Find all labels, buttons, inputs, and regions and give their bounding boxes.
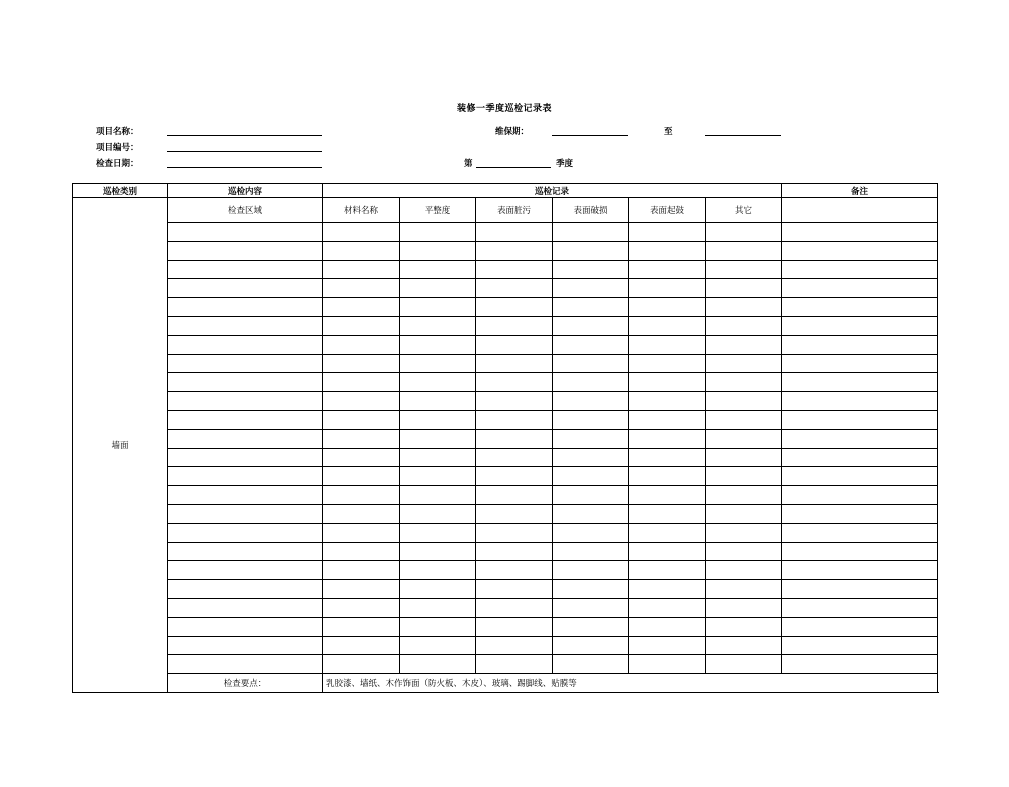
table-cell[interactable]: [782, 410, 938, 429]
table-row: [73, 542, 938, 561]
table-cell[interactable]: [168, 392, 323, 411]
table-cell[interactable]: [476, 655, 553, 674]
table-row: [73, 335, 938, 354]
table-cell[interactable]: [168, 241, 323, 260]
table-cell[interactable]: [168, 429, 323, 448]
table-row: [73, 598, 938, 617]
table-cell[interactable]: [168, 298, 323, 317]
table-cell[interactable]: [553, 223, 629, 242]
table-cell[interactable]: [400, 504, 476, 523]
table-cell[interactable]: [400, 580, 476, 599]
table-cell[interactable]: [323, 467, 400, 486]
table-cell[interactable]: [782, 392, 938, 411]
table-cell[interactable]: [629, 223, 706, 242]
table-cell[interactable]: [553, 580, 629, 599]
table-row: [73, 486, 938, 505]
table-cell[interactable]: [782, 429, 938, 448]
check-date-label: 检查日期：: [96, 159, 139, 169]
table-cell[interactable]: [629, 241, 706, 260]
table-cell[interactable]: [629, 354, 706, 373]
table-cell[interactable]: [400, 373, 476, 392]
table-row: [73, 298, 938, 317]
table-cell[interactable]: [706, 598, 782, 617]
table-cell[interactable]: [706, 523, 782, 542]
table-cell[interactable]: [400, 335, 476, 354]
points-text: 乳胶漆、墙纸、木作饰面（防火板、木皮）、玻璃、踢脚线、贴膜等: [323, 674, 938, 693]
table-cell[interactable]: [168, 655, 323, 674]
table-cell[interactable]: [400, 448, 476, 467]
project-no-label: 项目编号：: [96, 143, 139, 153]
table-cell[interactable]: [782, 617, 938, 636]
table-cell[interactable]: [782, 354, 938, 373]
table-cell[interactable]: [476, 504, 553, 523]
table-row: [73, 636, 938, 655]
table-cell[interactable]: [476, 617, 553, 636]
table-cell[interactable]: [323, 392, 400, 411]
table-cell[interactable]: [168, 354, 323, 373]
table-cell[interactable]: [553, 279, 629, 298]
table-cell[interactable]: [323, 636, 400, 655]
table-row: [73, 223, 938, 242]
table-cell[interactable]: [553, 335, 629, 354]
table-cell[interactable]: [400, 617, 476, 636]
table-cell[interactable]: [706, 223, 782, 242]
table-cell[interactable]: [168, 373, 323, 392]
table-cell[interactable]: [323, 655, 400, 674]
table-cell[interactable]: [476, 523, 553, 542]
table-row: [73, 410, 938, 429]
table-cell[interactable]: [323, 486, 400, 505]
table-cell[interactable]: [782, 655, 938, 674]
sub-header-damage: 表面破损: [553, 198, 629, 223]
table-cell[interactable]: [476, 373, 553, 392]
table-cell[interactable]: [706, 354, 782, 373]
table-cell[interactable]: [782, 542, 938, 561]
table-cell[interactable]: [323, 260, 400, 279]
table-cell[interactable]: [400, 429, 476, 448]
table-row: [73, 448, 938, 467]
table-cell[interactable]: [400, 260, 476, 279]
table-row: [73, 260, 938, 279]
table-row: [73, 504, 938, 523]
project-no-field[interactable]: [167, 151, 322, 152]
table-cell[interactable]: [706, 561, 782, 580]
table-cell[interactable]: [400, 316, 476, 335]
table-cell[interactable]: [782, 373, 938, 392]
table-cell[interactable]: [553, 316, 629, 335]
table-cell[interactable]: [706, 486, 782, 505]
table-cell[interactable]: [706, 373, 782, 392]
table-row: [73, 354, 938, 373]
sub-header-flatness: 平整度: [400, 198, 476, 223]
table-cell[interactable]: [553, 523, 629, 542]
table-cell[interactable]: [400, 223, 476, 242]
table-cell[interactable]: [553, 486, 629, 505]
table-row: [73, 241, 938, 260]
table-cell[interactable]: [782, 260, 938, 279]
table-cell[interactable]: [706, 392, 782, 411]
header-row-2: [73, 198, 938, 223]
table-cell[interactable]: [323, 617, 400, 636]
table-cell[interactable]: [323, 335, 400, 354]
warranty-start-field[interactable]: [552, 135, 628, 136]
table-cell[interactable]: [168, 260, 323, 279]
table-cell[interactable]: [476, 279, 553, 298]
table-cell[interactable]: [782, 448, 938, 467]
table-cell[interactable]: [782, 504, 938, 523]
table-cell[interactable]: [323, 561, 400, 580]
table-cell[interactable]: [400, 655, 476, 674]
table-row: [73, 316, 938, 335]
col-remark-header: 备注: [782, 184, 938, 198]
table-cell[interactable]: [476, 392, 553, 411]
table-cell[interactable]: [782, 467, 938, 486]
table-cell[interactable]: [629, 467, 706, 486]
table-cell[interactable]: [476, 429, 553, 448]
table-cell[interactable]: [476, 580, 553, 599]
table-cell[interactable]: [323, 373, 400, 392]
table-cell[interactable]: [476, 598, 553, 617]
table-row: [73, 561, 938, 580]
table-cell[interactable]: [400, 467, 476, 486]
table-row: [73, 523, 938, 542]
table-cell[interactable]: [782, 241, 938, 260]
table-cell[interactable]: [476, 561, 553, 580]
points-label: 检查要点：: [168, 674, 323, 693]
table-cell[interactable]: [553, 298, 629, 317]
quarter-suffix: 季度: [556, 159, 574, 169]
table-cell[interactable]: [323, 354, 400, 373]
col-record-header: 巡检记录: [323, 184, 782, 198]
table-cell[interactable]: [782, 580, 938, 599]
sub-header-material: 材料名称: [323, 198, 400, 223]
table-row: [73, 655, 938, 674]
table-cell[interactable]: [323, 241, 400, 260]
category-cell: 墙面: [73, 198, 168, 693]
table-cell[interactable]: [706, 298, 782, 317]
table-cell[interactable]: [553, 617, 629, 636]
table-cell[interactable]: [629, 260, 706, 279]
table-cell[interactable]: [168, 335, 323, 354]
table-cell[interactable]: [476, 241, 553, 260]
table-cell[interactable]: [782, 223, 938, 242]
form-title: 装修一季度巡检记录表: [456, 104, 552, 114]
table-cell[interactable]: [168, 448, 323, 467]
project-name-field[interactable]: [167, 135, 322, 136]
table-cell[interactable]: [476, 354, 553, 373]
table-row: [73, 617, 938, 636]
col-category-header: 巡检类别: [73, 184, 168, 198]
table-cell[interactable]: [476, 316, 553, 335]
table-cell[interactable]: [323, 223, 400, 242]
table-cell[interactable]: [400, 561, 476, 580]
table-cell[interactable]: [553, 260, 629, 279]
table-cell[interactable]: [168, 486, 323, 505]
sub-header-dirt: 表面脏污: [476, 198, 553, 223]
table-cell[interactable]: [168, 467, 323, 486]
table-cell[interactable]: [168, 223, 323, 242]
sub-header-remark: [782, 198, 938, 223]
table-cell[interactable]: [706, 241, 782, 260]
table-cell[interactable]: [706, 429, 782, 448]
table-cell[interactable]: [629, 655, 706, 674]
table-cell[interactable]: [706, 617, 782, 636]
table-cell[interactable]: [629, 486, 706, 505]
table-cell[interactable]: [629, 523, 706, 542]
table-cell[interactable]: [400, 354, 476, 373]
table-cell[interactable]: [168, 523, 323, 542]
table-cell[interactable]: [476, 486, 553, 505]
table-cell[interactable]: [782, 636, 938, 655]
table-cell[interactable]: [782, 486, 938, 505]
table-cell[interactable]: [168, 279, 323, 298]
table-cell[interactable]: [553, 655, 629, 674]
table-cell[interactable]: [476, 542, 553, 561]
table-cell[interactable]: [629, 561, 706, 580]
table-cell[interactable]: [706, 316, 782, 335]
table-cell[interactable]: [706, 335, 782, 354]
table-cell[interactable]: [706, 279, 782, 298]
inspection-table: [72, 183, 938, 693]
table-cell[interactable]: [706, 504, 782, 523]
quarter-prefix: 第: [464, 159, 473, 169]
table-cell[interactable]: [553, 373, 629, 392]
col-content-header: 巡检内容: [168, 184, 323, 198]
table-cell[interactable]: [782, 598, 938, 617]
table-cell[interactable]: [168, 542, 323, 561]
table-cell[interactable]: [629, 598, 706, 617]
table-cell[interactable]: [782, 316, 938, 335]
table-cell[interactable]: [400, 241, 476, 260]
points-row: [73, 674, 938, 693]
warranty-end-field[interactable]: [705, 135, 781, 136]
table-cell[interactable]: [629, 279, 706, 298]
table-cell[interactable]: [400, 542, 476, 561]
table-cell[interactable]: [553, 241, 629, 260]
table-cell[interactable]: [400, 486, 476, 505]
table-cell[interactable]: [168, 561, 323, 580]
table-cell[interactable]: [553, 392, 629, 411]
table-cell[interactable]: [400, 279, 476, 298]
table-row: [73, 467, 938, 486]
table-row: [73, 373, 938, 392]
table-cell[interactable]: [629, 617, 706, 636]
table-cell[interactable]: [629, 373, 706, 392]
table-cell[interactable]: [782, 279, 938, 298]
table-cell[interactable]: [706, 580, 782, 599]
table-cell[interactable]: [706, 636, 782, 655]
table-cell[interactable]: [706, 410, 782, 429]
table-cell[interactable]: [782, 523, 938, 542]
table-cell[interactable]: [168, 636, 323, 655]
table-cell[interactable]: [706, 655, 782, 674]
table-cell[interactable]: [400, 410, 476, 429]
table-cell[interactable]: [323, 523, 400, 542]
table-cell[interactable]: [323, 580, 400, 599]
table-row: [73, 279, 938, 298]
table-cell[interactable]: [400, 392, 476, 411]
table-cell[interactable]: [553, 598, 629, 617]
table-cell[interactable]: [400, 636, 476, 655]
check-date-field[interactable]: [167, 167, 322, 168]
header-row-1: [73, 184, 938, 198]
table-cell[interactable]: [553, 410, 629, 429]
table-cell[interactable]: [629, 636, 706, 655]
to-label: 至: [664, 127, 673, 137]
table-cell[interactable]: [782, 561, 938, 580]
table-cell[interactable]: [476, 335, 553, 354]
sub-header-bulge: 表面起鼓: [629, 198, 706, 223]
table-cell[interactable]: [629, 504, 706, 523]
table-cell[interactable]: [706, 542, 782, 561]
table-row: [73, 580, 938, 599]
table-cell[interactable]: [553, 561, 629, 580]
sub-header-area: 检查区域: [168, 198, 323, 223]
table-cell[interactable]: [476, 467, 553, 486]
table-cell[interactable]: [629, 580, 706, 599]
table-cell[interactable]: [323, 598, 400, 617]
table-cell[interactable]: [400, 298, 476, 317]
sub-header-other: 其它: [706, 198, 782, 223]
quarter-field[interactable]: [476, 167, 551, 168]
table-cell[interactable]: [323, 298, 400, 317]
table-cell[interactable]: [400, 523, 476, 542]
table-cell[interactable]: [553, 542, 629, 561]
table-cell[interactable]: [553, 504, 629, 523]
table-cell[interactable]: [706, 448, 782, 467]
project-name-label: 项目名称：: [96, 127, 139, 137]
table-cell[interactable]: [476, 448, 553, 467]
table-cell[interactable]: [629, 429, 706, 448]
table-cell[interactable]: [629, 392, 706, 411]
table-cell[interactable]: [706, 467, 782, 486]
table-cell[interactable]: [168, 598, 323, 617]
table-cell[interactable]: [553, 448, 629, 467]
table-cell[interactable]: [168, 580, 323, 599]
table-cell[interactable]: [168, 316, 323, 335]
table-cell[interactable]: [553, 636, 629, 655]
table-row: [73, 429, 938, 448]
table-cell[interactable]: [168, 617, 323, 636]
table-cell[interactable]: [323, 542, 400, 561]
table-cell[interactable]: [323, 429, 400, 448]
table-cell[interactable]: [476, 260, 553, 279]
table-cell[interactable]: [629, 298, 706, 317]
table-cell[interactable]: [553, 467, 629, 486]
table-cell[interactable]: [782, 298, 938, 317]
table-cell[interactable]: [476, 223, 553, 242]
table-cell[interactable]: [476, 636, 553, 655]
table-cell[interactable]: [168, 504, 323, 523]
table-row: [73, 392, 938, 411]
table-cell[interactable]: [782, 335, 938, 354]
table-cell[interactable]: [476, 298, 553, 317]
table-cell[interactable]: [323, 316, 400, 335]
warranty-label: 维保期：: [495, 127, 530, 137]
table-cell[interactable]: [323, 504, 400, 523]
table-cell[interactable]: [553, 354, 629, 373]
table-cell[interactable]: [706, 260, 782, 279]
table-cell[interactable]: [323, 279, 400, 298]
table-cell[interactable]: [629, 542, 706, 561]
table-cell[interactable]: [629, 335, 706, 354]
table-cell[interactable]: [629, 448, 706, 467]
table-cell[interactable]: [323, 448, 400, 467]
table-cell[interactable]: [168, 410, 323, 429]
table-cell[interactable]: [629, 316, 706, 335]
table-cell[interactable]: [400, 598, 476, 617]
table-cell[interactable]: [323, 410, 400, 429]
table-cell[interactable]: [476, 410, 553, 429]
table-cell[interactable]: [629, 410, 706, 429]
table-cell[interactable]: [553, 429, 629, 448]
